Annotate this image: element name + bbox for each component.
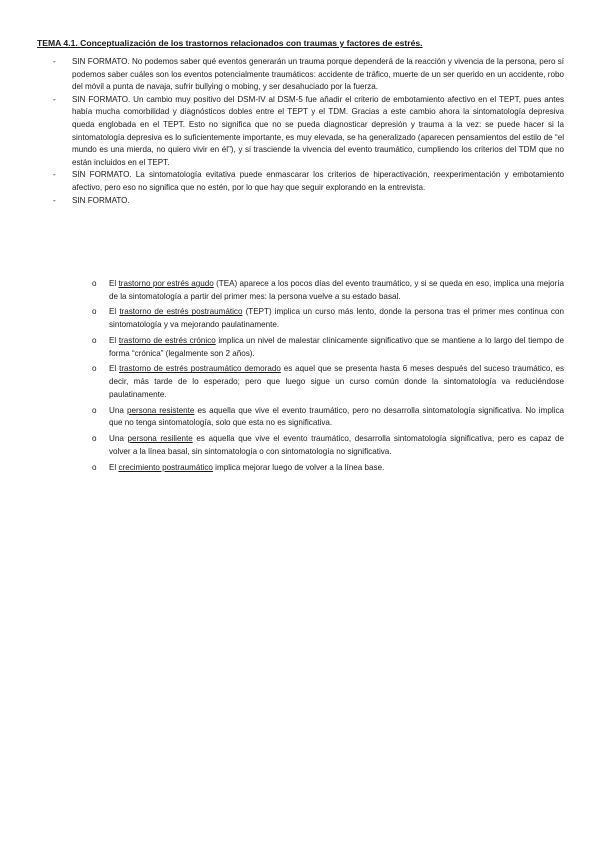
underlined-term: persona resiliente — [127, 434, 193, 444]
sub-bullet-item — [40, 363, 564, 401]
circle-bullet-marker: o — [92, 462, 97, 472]
sub-bullet-text: es aquel que se presenta hasta 6 meses después del suceso traumático, es decir, más tarde de lo esperado; pero que luego sigue un curso común donde la sintomatología va reduciéndose paulatinamente. — [109, 364, 564, 399]
sub-bullet-text: implica mejorar luego de volver a la línea base. — [212, 462, 385, 472]
dash-marker: - — [53, 170, 56, 180]
circle-bullet-marker: o — [92, 364, 97, 374]
underlined-term: trastorno de estrés postraumático — [119, 307, 243, 317]
underlined-term: trastorno de estrés crónico — [118, 335, 216, 345]
sub-bullet-prefix: Una — [109, 405, 127, 415]
bullet-text: SIN FORMATO. No podemos saber qué eventos generarán un trauma porque dependerá de la reacción y vivencia de la persona, pero sí podemos saber cuáles son los eventos potencialmente traumáticos: accidente de tráfico, muerte de un ser querido en un accidente, robo del móvil a punta de navaja, sufrir bullying o mobing, y ser desahuciado por la fuerza. — [72, 57, 564, 92]
sub-bullet-prefix: Una — [109, 434, 128, 444]
sub-bullet-item — [40, 335, 564, 360]
dash-marker: - — [53, 94, 56, 104]
bullet-text: SIN FORMATO. Un cambio muy positivo del DSM-IV al DSM-5 fue añadir el criterio de embotamiento afectivo en el TEPT, pues antes había mucha comorbilidad y diagnósticos dobles entre el TEPT y el TDM. Gracias a este cambio ahora la sintomatología depresiva queda englobada en el TEPT. Esto no significa que no se pueda diagnosticar depresión y trauma a la vez: se puede hacer si la sintomatología depresiva es lo suficientemente importante, es muy elevada, se ha generalizado (aparecen pensamientos del estilo de “el mundo es una mierda, no quiero vivir en él”), y si trasciende la vivencia del evento traumático, cumpliendo los criterios del TDM que no están incluidos en el TEPT. — [72, 94, 564, 167]
sub-bullet-text: es aquella que vive el evento traumático, desarrolla sintomatología significativa, pero es capaz de volver a la línea basal, sin sintomatología o con sintomatología no significativa. — [109, 434, 565, 456]
underlined-term: persona resistente — [126, 405, 195, 415]
sub-bullet-text: (TEA) aparece a los pocos días del evento traumático, y si se queda en eso, implica una mejoría de la sintomatología a partir del primer mes: la persona vuelve a su estado basal. — [109, 279, 564, 301]
bullet-item — [40, 56, 564, 94]
sub-bullet-text: es aquella que vive el evento traumático, pero no desarrolla sintomatología significativa. No implica que no tenga sintomatología, solo que esta no es significativa. — [109, 405, 564, 428]
sub-bullet-text: implica un nivel de malestar clínicamente significativo que se mantiene a lo largo del tiempo de forma “crónica” (legalmente son 2 años). — [109, 335, 565, 358]
underlined-term: trastorno por estrés agudo — [118, 279, 214, 288]
bullet-list — [40, 56, 564, 210]
circle-bullet-marker: o — [92, 279, 97, 288]
bullet-item — [40, 94, 564, 170]
sub-bullet-text: (TEPT) implica un curso más lento, donde la persona tras el primer mes continua con sintomatología y va mejorando paulatinamente. — [109, 307, 564, 330]
sub-bullet-item — [40, 278, 564, 303]
underlined-term: trastorno de estrés postraumático demorado — [119, 364, 281, 374]
document-title: TEMA 4.1. Conceptualización de los trastornos relacionados con traumas y factores de estrés. — [37, 38, 423, 48]
underlined-term: crecimiento postraumático — [118, 462, 213, 472]
sub-bullet-list — [40, 278, 564, 477]
sub-bullet-prefix: El — [109, 462, 119, 472]
circle-bullet-marker: o — [92, 405, 97, 415]
circle-bullet-marker: o — [92, 307, 97, 317]
bullet-text: SIN FORMATO. La sintomatología evitativa puede enmascarar los criterios de hiperactivación, reexperimentación y embotamiento afectivo, pero eso no significa que no estén, por lo que hay que seguir explorando en la entrevista. — [72, 170, 564, 192]
bullet-item — [40, 195, 564, 208]
sub-bullet-item — [40, 405, 564, 430]
dash-marker: - — [53, 195, 56, 205]
circle-bullet-marker: o — [92, 335, 97, 345]
sub-bullet-prefix: El — [109, 279, 119, 288]
circle-bullet-marker: o — [92, 434, 97, 444]
bullet-text: SIN FORMATO. — [72, 195, 130, 205]
sub-bullet-prefix: El — [109, 335, 119, 345]
sub-bullet-item — [40, 462, 564, 475]
sub-bullet-item — [40, 306, 564, 331]
dash-marker: - — [53, 57, 56, 66]
sub-bullet-prefix: El — [109, 364, 120, 374]
sub-bullet-item — [40, 433, 564, 458]
bullet-item — [40, 169, 564, 194]
sub-bullet-prefix: El — [109, 307, 120, 317]
